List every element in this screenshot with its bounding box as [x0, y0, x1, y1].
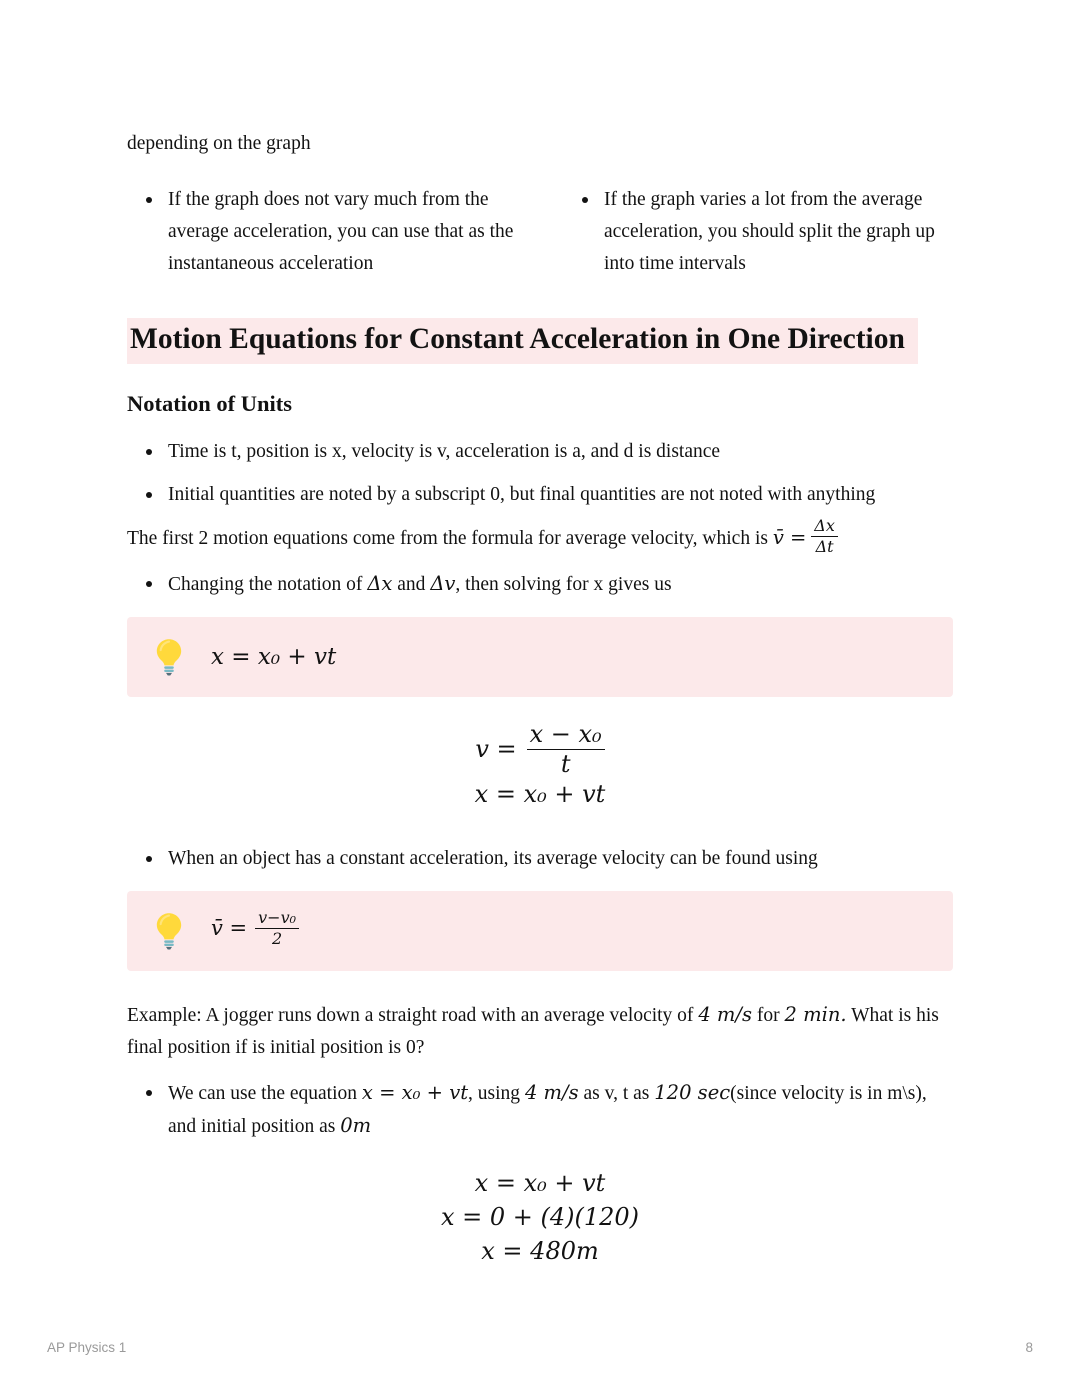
text-segment: and [392, 573, 431, 595]
text-segment: , using [468, 1083, 525, 1105]
text-segment: Changing the notation of [168, 573, 368, 595]
lightbulb-icon [153, 911, 185, 951]
page-footer [47, 1340, 1033, 1355]
notation-bullets [127, 436, 953, 511]
fraction-denominator: t [560, 749, 571, 778]
equation-block-2 [127, 1167, 953, 1268]
bullet-text [168, 568, 953, 601]
paragraph-text: The first 2 motion equations come from the formula for average velocity, which is [127, 527, 773, 549]
math-inline: 120 sec [654, 1081, 731, 1105]
bullet-average-velocity [127, 843, 953, 875]
subheading: Notation of Units [127, 390, 293, 416]
avg-velocity-paragraph [127, 515, 953, 559]
callout-box-1 [127, 617, 953, 697]
bullet-text: Initial quantities are noted by a subscript 0, but final quantities are not noted with anything [168, 483, 876, 505]
math-inline: 4 m/s [698, 1003, 752, 1027]
bullet-text: When an object has a constant acceleration, its average velocity can be found using [168, 848, 818, 870]
bullet-column-right [563, 184, 953, 280]
page-number: 8 [1025, 1340, 1033, 1355]
text-segment: (since velocity is in m\s), and initial position as [168, 1083, 927, 1138]
equation-text: x = x₀ + vt [474, 780, 606, 809]
math-inline: Δx [367, 571, 393, 595]
bullet-dot [146, 581, 152, 587]
text-segment: We can use the equation [168, 1083, 362, 1105]
callout-formula [211, 908, 299, 951]
equation-line [441, 1201, 639, 1234]
equation-line [475, 778, 606, 811]
intro-line: depending on the graph [127, 133, 311, 154]
footer-title: AP Physics 1 [47, 1340, 127, 1355]
bullet-columns [127, 184, 953, 280]
heading-highlight: Motion Equations for Constant Acceleration in One Direction [127, 318, 918, 364]
equation-text: x = 0 + (4)(120) [440, 1203, 640, 1232]
inline-fraction [255, 909, 299, 948]
bullet-dot [146, 856, 152, 862]
bullet-dot [582, 197, 588, 203]
callout-formula: x = x₀ + vt [211, 643, 337, 670]
lightbulb-icon [153, 637, 185, 677]
bullet-dot [146, 1090, 152, 1096]
fraction-numerator: Δx [811, 517, 838, 537]
fraction-denominator: Δt [815, 536, 834, 556]
section-heading [127, 318, 953, 364]
bullet-changing-notation [127, 568, 953, 601]
text-segment: as v, t as [578, 1083, 655, 1105]
bullet-item [563, 184, 953, 280]
display-fraction [527, 721, 605, 778]
text-segment: , then solving for x gives us [455, 573, 672, 595]
text-segment: What is his final position if is initial position is 0? [127, 1005, 939, 1059]
bullet-text [168, 1077, 953, 1143]
inline-fraction [811, 517, 838, 556]
bullet-text: If the graph varies a lot from the average acceleration, you should split the graph up into time intervals [604, 189, 935, 274]
bullet-dot [146, 449, 152, 455]
equation-line [475, 721, 604, 778]
math-inline: x = x₀ + vt [361, 1081, 469, 1105]
math-inline: Δv [430, 571, 456, 595]
fraction-numerator: v−v₀ [255, 909, 299, 929]
bullet-item [127, 184, 517, 280]
math-inline: 4 m/s [524, 1081, 579, 1105]
text-segment: for [752, 1005, 785, 1027]
fraction-numerator: x − x₀ [527, 721, 605, 750]
math-inline: 0m [340, 1114, 372, 1138]
fraction-denominator: 2 [272, 928, 283, 948]
bullet-text: If the graph does not vary much from the average acceleration, you can use that as the instantaneous acceleration [168, 189, 514, 274]
bullet-item [127, 436, 953, 468]
math-inline: v̄ = [772, 525, 807, 549]
equation-line [481, 1235, 598, 1268]
callout-box-2 [127, 891, 953, 971]
equation-line [475, 1167, 606, 1200]
bullet-column-left [127, 184, 517, 280]
equation-lhs: v = [475, 734, 517, 763]
math-inline: 2 min. [784, 1003, 847, 1027]
equation-text: x = x₀ + vt [474, 1169, 606, 1198]
bullet-dot [146, 492, 152, 498]
bullet-text: Time is t, position is x, velocity is v, acceleration is a, and d is distance [168, 440, 721, 462]
equation-text: x = 480m [481, 1237, 599, 1266]
text-segment: Example: A jogger runs down a straight road with an average velocity of [127, 1005, 699, 1027]
bullet-item [127, 479, 953, 511]
bullet-dot [146, 197, 152, 203]
example-paragraph [127, 999, 953, 1064]
bullet-we-can-use [127, 1077, 953, 1143]
equation-block-1 [127, 721, 953, 812]
equation-lhs: v̄ = [211, 916, 248, 941]
